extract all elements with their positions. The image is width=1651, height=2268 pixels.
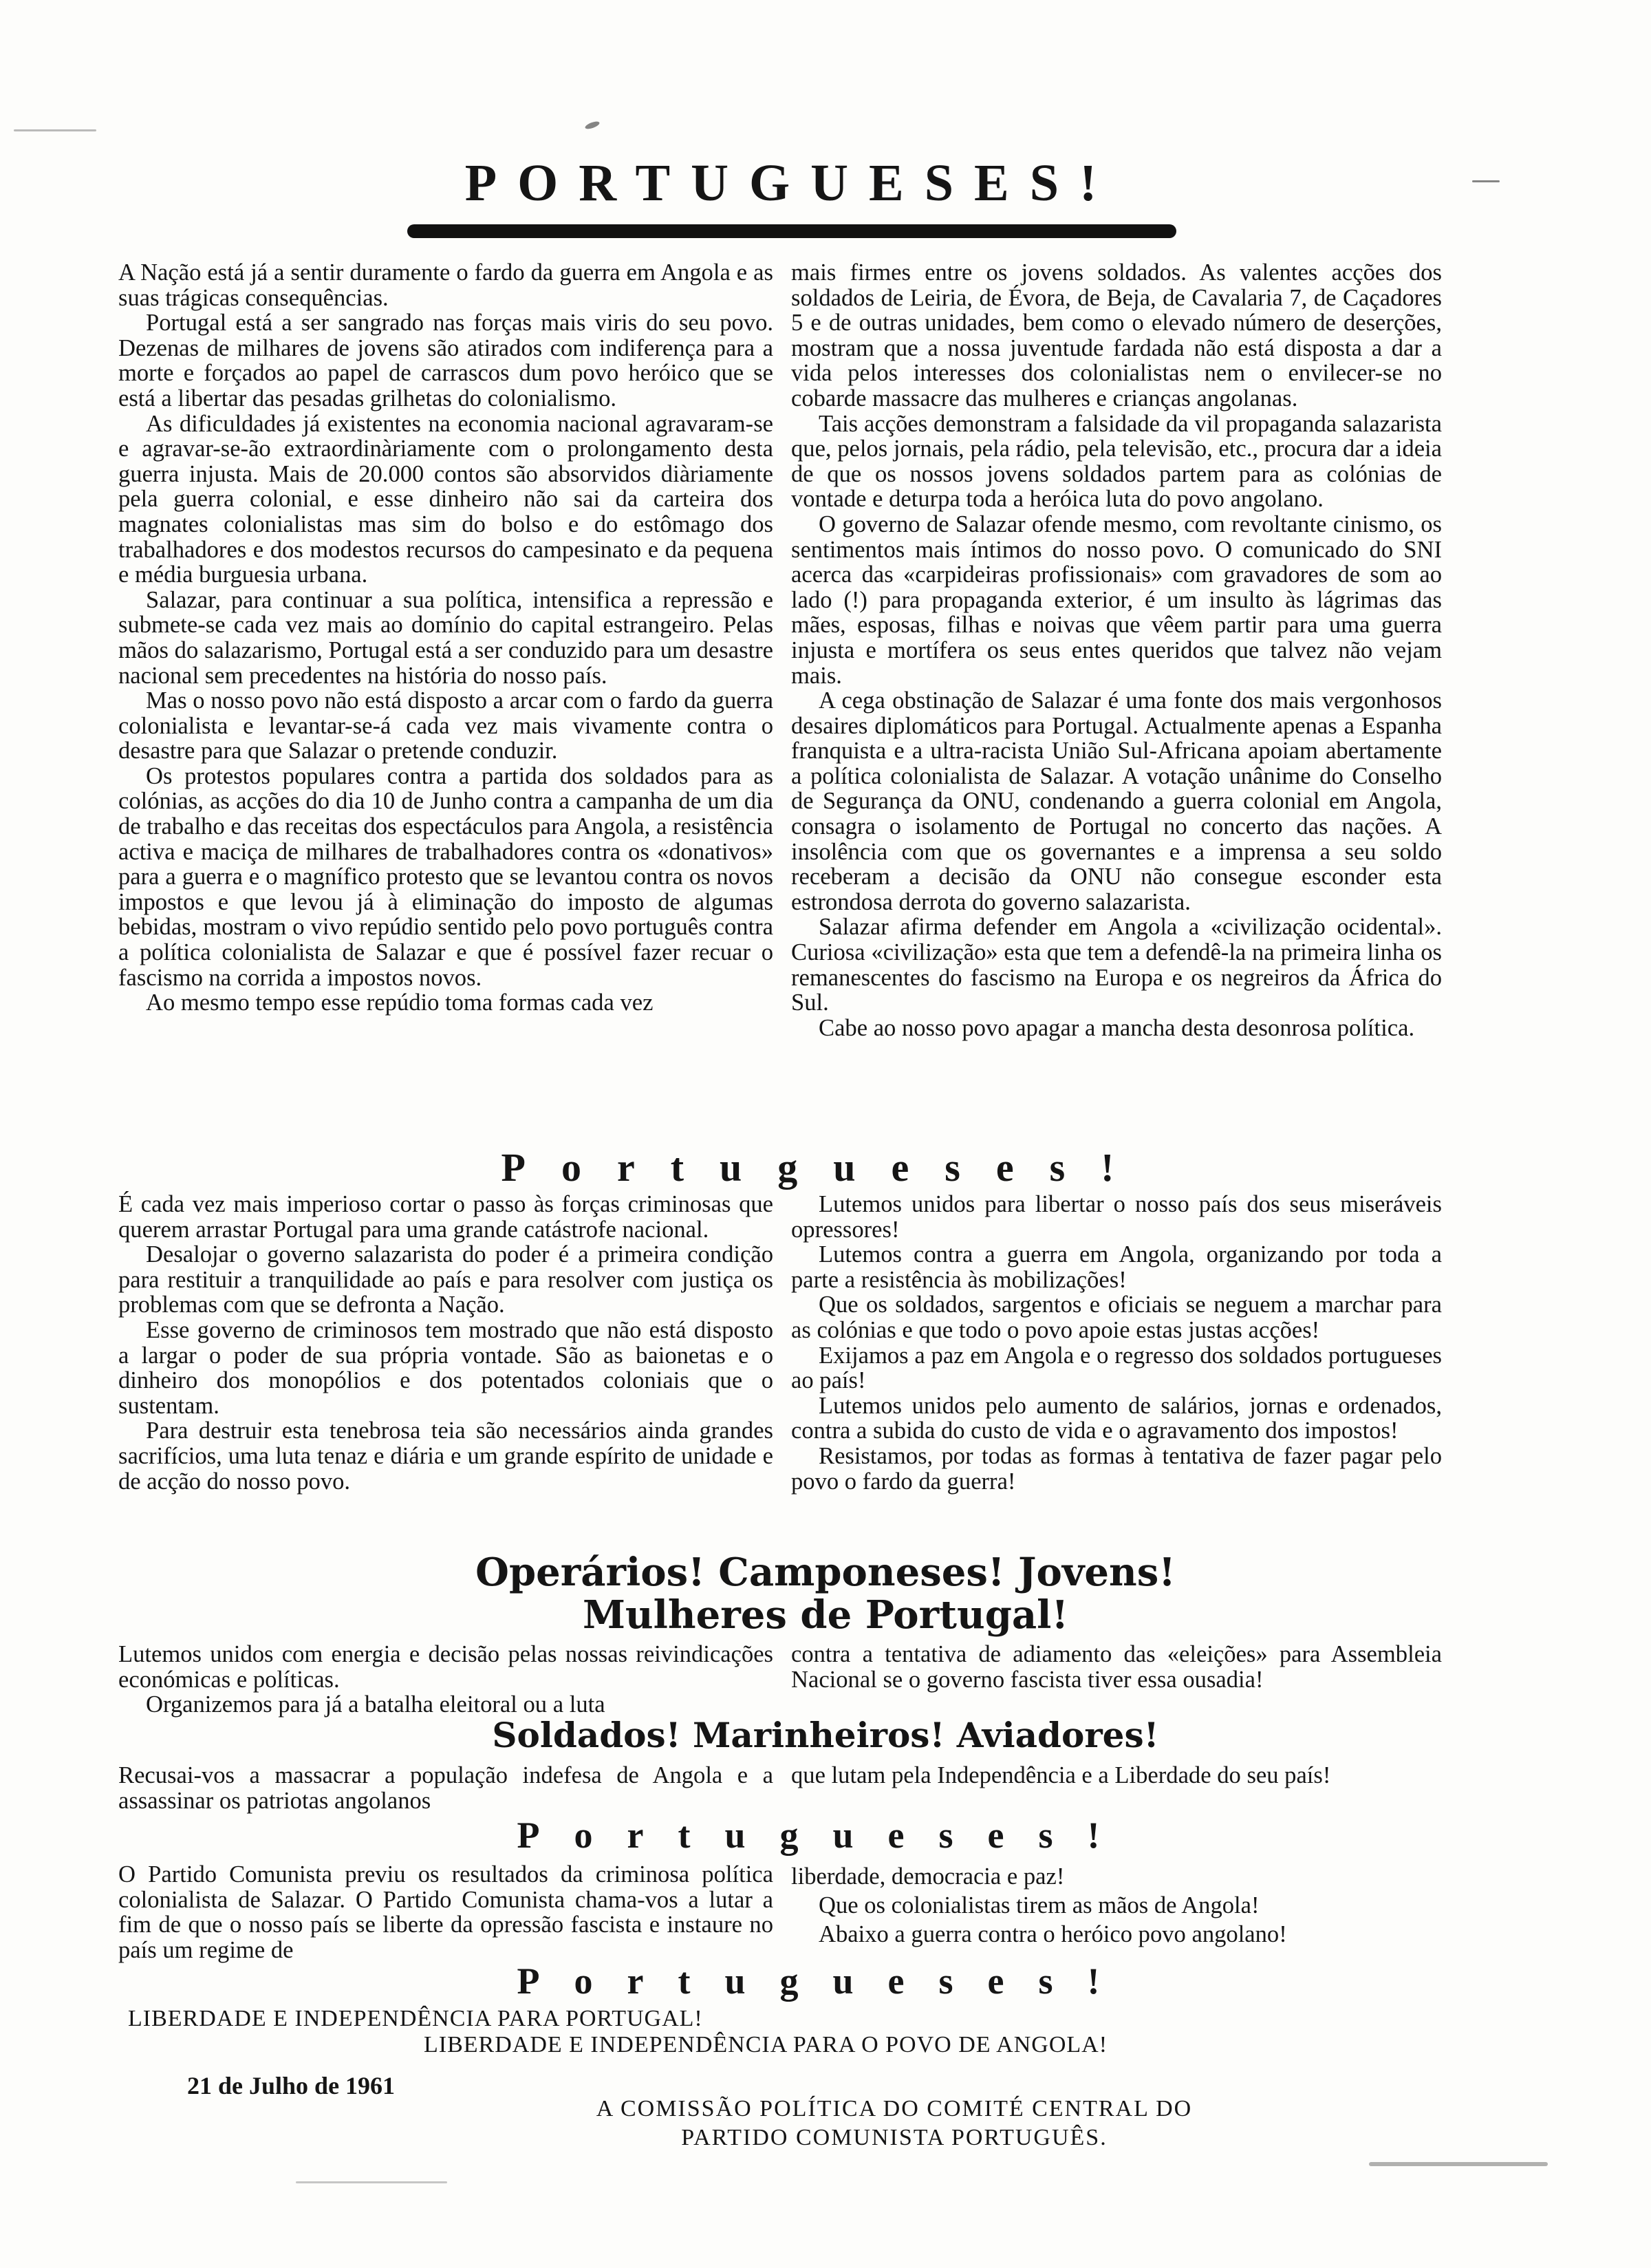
paragraph: Organizemos para já a batalha eleitoral ou a luta <box>146 1691 605 1718</box>
paragraph: Resistamos, por todas as formas à tentativa de fazer pagar pelo povo o fardo da guerra! <box>791 1442 1442 1495</box>
paragraph: Que os colonialistas tirem as mãos de Angola! <box>819 1892 1260 1918</box>
paragraph: Lutemos unidos pelo aumento de salários, jornas e ordenados, contra a subida do custo de vida e o agravamento dos impostos! <box>791 1392 1442 1444</box>
page-title: PORTUGUESES! <box>464 154 1118 212</box>
paragraph: Lutemos unidos para libertar o nosso país dos seus miseráveis opressores! <box>791 1191 1442 1243</box>
paragraph: Os protestos populares contra a partida dos soldados para as colónias, as acções do dia 10 de Junho contra a campanha de um dia de trabalho e das receitas dos espectáculos para Angola, a resistência activa e maciça de milhares de trabalhadores contra os «donativos» para a guerra e o magnífico protesto que se levantou contra os novos impostos e que levou já à eliminação do imposto de algumas bebidas, mostram o vivo repúdio sentido pelo povo português contra a política colonialista de Salazar e que é possível fazer recuar o fascismo na corrida a impostos novos. <box>118 762 773 991</box>
banner-portugueses-2: Portugueses! <box>517 1815 1134 1856</box>
scan-mark <box>1369 2162 1548 2166</box>
paragraph: Abaixo a guerra contra o heróico povo angolano! <box>819 1921 1287 1947</box>
paragraph: O Partido Comunista previu os resultados da criminosa política colonialista de Salazar. O Partido Comunista chama-vos a lutar a fim de que o nosso país se liberte da opressão fascista e instaure no país um regime de <box>118 1861 773 1963</box>
paragraph: contra a tentativa de adiamento das «eleições» para Assembleia Nacional se o governo fascista tiver essa ousadia! <box>791 1641 1442 1693</box>
section-1-right-column <box>791 260 1442 1040</box>
paragraph: Cabe ao nosso povo apagar a mancha desta desonrosa política. <box>819 1014 1415 1041</box>
paragraph: Portugal está a ser sangrado nas forças mais viris do seu povo. Dezenas de milhares de jovens são atirados com indiferença para a morte e forçados ao papel de carrascos dum povo heróico que se está a libertar das pesadas grilhetas do colonialismo. <box>118 310 773 411</box>
scan-mark <box>1472 180 1500 182</box>
paragraph: que lutam pela Independência e a Liberdade do seu país! <box>791 1762 1331 1788</box>
heading-military: Soldados! Marinheiros! Aviadores! <box>492 1715 1159 1755</box>
scan-mark <box>584 120 600 130</box>
banner-portugueses-3: Portugueses! <box>517 1960 1134 2002</box>
paragraph: Recusai-vos a massacrar a população indefesa de Angola e a assassinar os patriotas angolanos <box>118 1762 773 1814</box>
paragraph: Lutemos unidos com energia e decisão pelas nossas reivindicações económicas e políticas. <box>118 1641 773 1693</box>
section-2-left-column <box>118 1192 773 1494</box>
heading-workers-line-2: Mulheres de Portugal! <box>582 1592 1069 1638</box>
paragraph: Lutemos contra a guerra em Angola, organizando por toda a parte a resistência às mobilizações! <box>791 1241 1442 1293</box>
heading-workers-line-1: Operários! Camponeses! Jovens! <box>475 1550 1176 1595</box>
paragraph: Salazar afirma defender em Angola a «civilização ocidental». Curiosa «civilização» esta que tem a defendê-la na primeira linha os remanescentes do fascismo na Europa e os negreiros da África do Sul. <box>791 914 1442 1016</box>
section-1-left-column <box>118 260 773 1016</box>
paragraph: É cada vez mais imperioso cortar o passo às forças criminosas que querem arrastar Portugal para uma grande catástrofe nacional. <box>118 1191 773 1243</box>
banner-portugueses: Portugueses! <box>501 1145 1150 1190</box>
section-5-left-column <box>118 1862 773 1962</box>
paragraph: Ao mesmo tempo esse repúdio toma formas cada vez <box>146 989 654 1016</box>
section-3-left-column <box>118 1642 773 1718</box>
paragraph: Que os soldados, sargentos e oficiais se neguem a marchar para as colónias e que todo o povo apoie estas justas acções! <box>791 1292 1442 1343</box>
signature-block <box>550 2095 1238 2152</box>
paragraph: Tais acções demonstram a falsidade da vil propaganda salazarista que, pelos jornais, pela rádio, pela televisão, etc., procura dar a ideia de que os nossos jovens soldados partem para as colónias de vontade e deturpa toda a heróica luta do povo angolano. <box>791 410 1442 513</box>
paragraph: As dificuldades já existentes na economia nacional agravaram-se e agravar-se-ão extraordinàriamente com o prolongamento desta guerra injusta. Mais de 20.000 contos são absorvidos diàriamente pela guerra colonial, e esse dinheiro não sai da carteira dos magnates colonialistas mas sim do bolso e do estômago dos trabalhadores e dos modestos recursos do campesinato e da pequena e média burguesia urbana. <box>118 410 773 588</box>
scan-mark <box>14 129 96 131</box>
section-2-right-column <box>791 1192 1442 1494</box>
paragraph: O governo de Salazar ofende mesmo, com revoltante cinismo, os sentimentos mais íntimos do nosso povo. O comunicado do SNI acerca das «carpideiras profissionais» com gravadores de som ao lado (!) para propaganda exterior, é um insulto às lágrimas das mães, esposas, filhas e noivas que vêem partir para uma guerra injusta e mortífera os seus entes queridos que talvez não vejam mais. <box>791 511 1442 689</box>
section-4-left-column <box>118 1763 773 1813</box>
paragraph: Esse governo de criminosos tem mostrado que não está disposto a largar o poder de sua própria vontade. São as baionetas e o dinheiro dos monopólios e dos potentados coloniais que o sustentam. <box>118 1316 773 1419</box>
paragraph: A Nação está já a sentir duramente o fardo da guerra em Angola e as suas trágicas consequências. <box>118 259 773 311</box>
paragraph: mais firmes entre os jovens soldados. As valentes acções dos soldados de Leiria, de Évora, de Beja, de Cavalaria 7, de Caçadores 5 e de outras unidades, bem como o elevado número de deserções, mostram que a nossa juventude fardada não está disposta a dar a vida pelos interesses dos colonialistas nem o envilecer-se no cobarde massacre das mulheres e crianças angolanas. <box>791 259 1442 411</box>
paragraph: Desalojar o governo salazarista do poder é a primeira condição para restituir a tranquilidade ao país e para resolver com justiça os problemas com que se defronta a Nação. <box>118 1241 773 1318</box>
slogan-angola: LIBERDADE E INDEPENDÊNCIA PARA O POVO DE ANGOLA! <box>424 2032 1108 2057</box>
slogan-portugal: LIBERDADE E INDEPENDÊNCIA PARA PORTUGAL! <box>128 2006 703 2031</box>
paragraph: A cega obstinação de Salazar é uma fonte dos mais vergonhosos desaires diplomáticos para Portugal. Actualmente apenas a Espanha franquista e a ultra-racista União Sul-Africana apoiam abertamente a política colonialista de Salazar. A votação unânime do Conselho de Segurança da ONU, condenando a guerra colonial em Angola, consagra o isolamento de Portugal no concerto das nações. A insolência com que os governantes e a imprensa a seu soldo receberam a decisão da ONU não consegue esconder esta estrondosa derrota do governo salazarista. <box>791 687 1442 915</box>
paragraph: liberdade, democracia e paz! <box>791 1863 1065 1890</box>
paragraph: Salazar, para continuar a sua política, intensifica a repressão e submete-se cada vez mais ao domínio do capital estrangeiro. Pelas mãos do salazarismo, Portugal está a ser conduzido para um desastre nacional sem precedentes na história do nosso país. <box>118 586 773 689</box>
title-rule <box>407 224 1176 238</box>
signature-line-2: PARTIDO COMUNISTA PORTUGUÊS. <box>681 2125 1108 2150</box>
scan-mark <box>296 2181 447 2183</box>
document-date: 21 de Julho de 1961 <box>187 2072 396 2099</box>
paragraph: Para destruir esta tenebrosa teia são necessários ainda grandes sacrifícios, uma luta tenaz e diária e um grande espírito de unidade e de acção do nosso povo. <box>118 1418 773 1495</box>
section-4-right-column <box>791 1763 1442 1788</box>
signature-line-1: A COMISSÃO POLÍTICA DO COMITÉ CENTRAL DO <box>596 2096 1193 2121</box>
paragraph: Exijamos a paz em Angola e o regresso dos soldados portugueses ao país! <box>791 1342 1442 1394</box>
paragraph: Mas o nosso povo não está disposto a arcar com o fardo da guerra colonialista e levantar-se-á cada vez mais vivamente contra o desastre para que Salazar o pretende conduzir. <box>118 687 773 764</box>
section-5-right-column <box>791 1862 1442 1949</box>
section-3-right-column <box>791 1642 1442 1692</box>
